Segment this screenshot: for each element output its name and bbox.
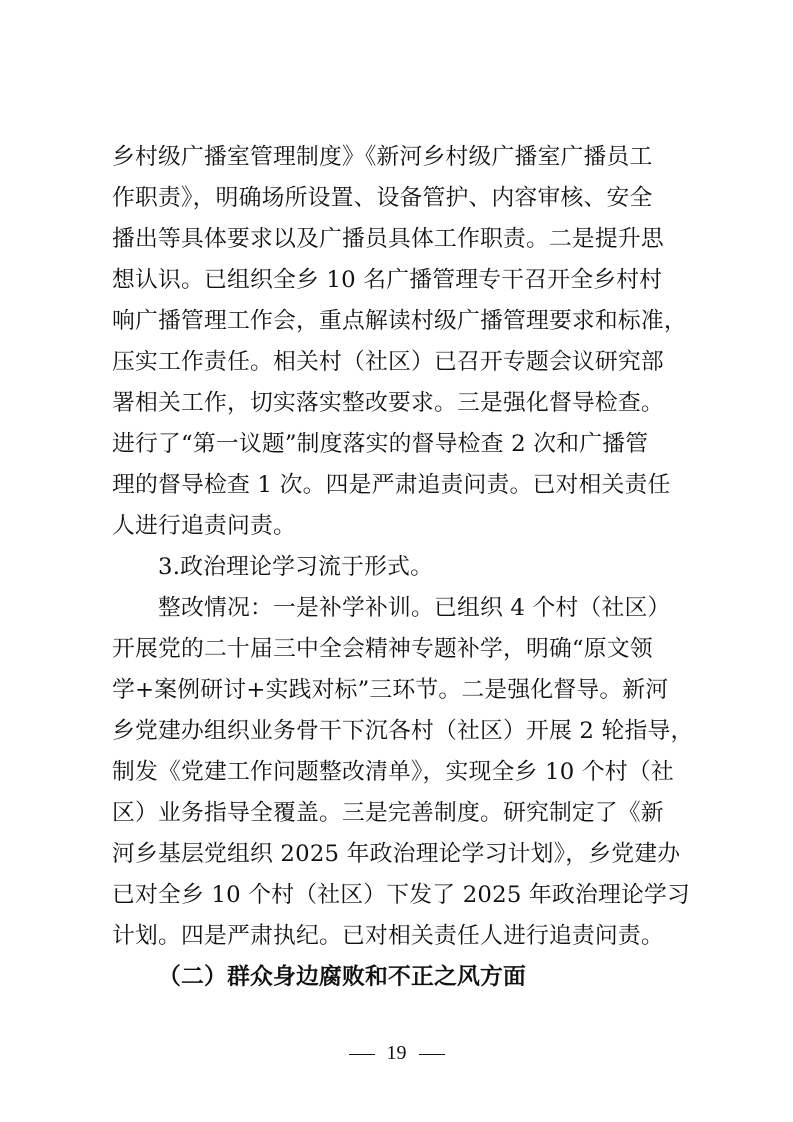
body-line: 人进行追责问责。 (112, 513, 296, 539)
body-line: 作职责》，明确场所设置、设备管护、内容审核、安全 (112, 185, 653, 211)
body-line: 计划。四是严肃执纪。已对相关责任人进行追责问责。 (112, 923, 664, 949)
body-line: 已对全乡 10 个村（社区）下发了 2025 年政治理论学习 (112, 882, 690, 908)
body-line: 制发《党建工作问题整改清单》，实现全乡 10 个村（社 (112, 759, 674, 785)
body-line: 区）业务指导全覆盖。三是完善制度。研究制定了《新 (112, 800, 664, 826)
body-line: 乡村级广播室管理制度》《新河乡村级广播室广播员工 (112, 144, 653, 170)
body-line: 学+案例研讨+实践对标”三环节。二是强化督导。新河 (112, 677, 669, 703)
body-line: 播出等具体要求以及广播员具体工作职责。二是提升思 (112, 226, 664, 252)
section-subheading: 3.政治理论学习流于形式。 (158, 554, 434, 580)
section-heading: （二）群众身边腐败和不正之风方面 (158, 964, 526, 990)
body-line: 乡党建办组织业务骨干下沉各村（社区）开展 2 轮指导， (112, 718, 694, 744)
body-line: 署相关工作，切实落实整改要求。三是强化督导检查。 (112, 390, 664, 416)
body-line: 整改情况：一是补学补训。已组织 4 个村（社区） (158, 595, 671, 621)
body-line: 压实工作责任。相关村（社区）已召开专题会议研究部 (112, 349, 664, 375)
body-line: 河乡基层党组织 2025 年政治理论学习计划》，乡党建办 (112, 841, 681, 867)
body-line: 进行了“第一议题”制度落实的督导检查 2 次和广播管 (112, 431, 649, 457)
body-line: 响广播管理工作会，重点解读村级广播管理要求和标准， (112, 308, 687, 334)
body-line: 理的督导检查 1 次。四是严肃追责问责。已对相关责任 (112, 472, 671, 498)
page-footer (0, 1040, 793, 1066)
footer-dash-left (349, 1054, 375, 1055)
body-line: 开展党的二十届三中全会精神专题补学，明确“原文领 (112, 636, 653, 662)
body-line: 想认识。已组织全乡 10 名广播管理专干召开全乡村村 (112, 267, 663, 293)
page-number: 19 (386, 1042, 407, 1064)
footer-dash-right (419, 1054, 445, 1055)
